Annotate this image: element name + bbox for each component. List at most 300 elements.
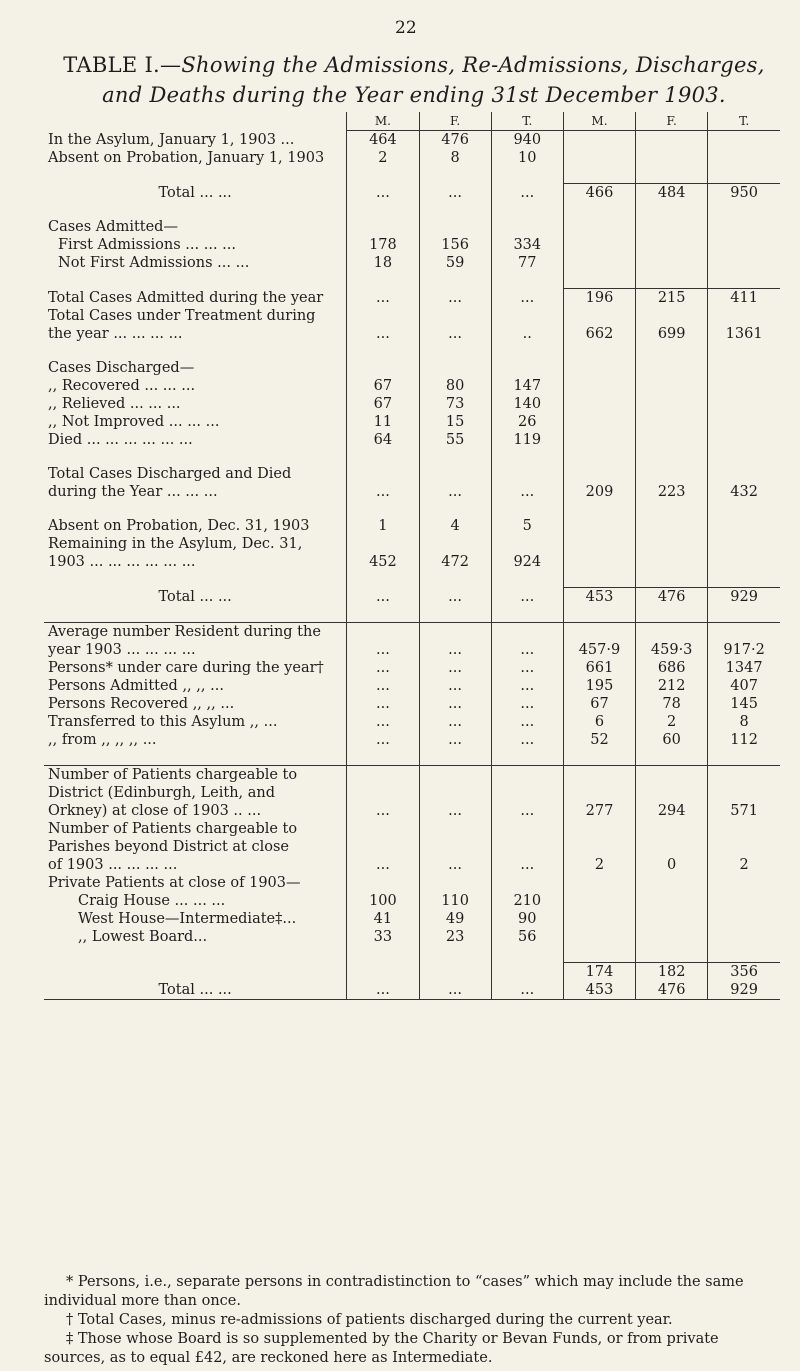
cell-value: 147 [491, 377, 563, 395]
cell-value [636, 236, 708, 254]
cell-value: 174 [563, 963, 635, 982]
row-label: ,, from ,, ,, ,, ... [48, 732, 157, 748]
cell-value: 699 [636, 325, 708, 343]
table-row [44, 289, 780, 308]
statistics-table [44, 112, 780, 1000]
cell-value [636, 254, 708, 272]
row-spacer [44, 946, 780, 963]
cell-value: ... [347, 981, 419, 1000]
cell-value [708, 395, 780, 413]
cell-value [708, 535, 780, 553]
cell-value: 2 [347, 149, 419, 167]
row-spacer [44, 749, 780, 766]
row-label: Remaining in the Asylum, Dec. 31, [48, 536, 303, 552]
row-label: Private Patients at close of 1903— [48, 875, 301, 891]
cell-value: 5 [491, 517, 563, 535]
cell-value: 662 [563, 325, 635, 343]
cell-value [491, 465, 563, 483]
cell-value [563, 413, 635, 431]
cell-value [563, 874, 635, 892]
cell-value: 23 [419, 928, 491, 946]
cell-value [636, 395, 708, 413]
table-row [44, 963, 780, 982]
table-row [44, 254, 780, 272]
cell-value: ... [491, 713, 563, 731]
cell-value: 2 [708, 856, 780, 874]
cell-value [708, 838, 780, 856]
table-row [44, 856, 780, 874]
cell-value: 56 [491, 928, 563, 946]
cell-value [347, 766, 419, 785]
cell-value [419, 535, 491, 553]
cell-value [708, 431, 780, 449]
cell-value [636, 784, 708, 802]
cell-value: 661 [563, 659, 635, 677]
cell-value: 917·2 [708, 641, 780, 659]
cell-value: ... [347, 289, 419, 308]
cell-value [636, 359, 708, 377]
cell-value [636, 892, 708, 910]
table-row [44, 465, 780, 483]
header-f2: F. [636, 112, 708, 131]
row-label: Total ... ... [158, 185, 232, 201]
cell-value: ... [347, 483, 419, 501]
cell-value [636, 910, 708, 928]
row-label: First Admissions ... ... ... [58, 237, 236, 253]
cell-value: 8 [419, 149, 491, 167]
cell-value [636, 838, 708, 856]
cell-value: ... [491, 677, 563, 695]
cell-value [708, 131, 780, 150]
table-row [44, 395, 780, 413]
cell-value [491, 535, 563, 553]
table-row [44, 184, 780, 203]
cell-value: 294 [636, 802, 708, 820]
header-blank [44, 112, 347, 131]
row-label: Craig House ... ... ... [78, 893, 226, 909]
cell-value: 924 [491, 553, 563, 571]
cell-value: 49 [419, 910, 491, 928]
cell-value: 110 [419, 892, 491, 910]
cell-value: ... [347, 802, 419, 820]
cell-value [636, 623, 708, 642]
cell-value [491, 784, 563, 802]
cell-value: ... [491, 184, 563, 203]
table-row [44, 431, 780, 449]
row-label: Persons* under care during the year† [48, 660, 324, 676]
cell-value: 464 [347, 131, 419, 150]
table-row [44, 535, 780, 553]
cell-value [708, 623, 780, 642]
cell-value [419, 963, 491, 982]
cell-value: 459·3 [636, 641, 708, 659]
cell-value [419, 359, 491, 377]
cell-value: 11 [347, 413, 419, 431]
cell-value: ... [419, 731, 491, 749]
table-row [44, 874, 780, 892]
cell-value: 67 [563, 695, 635, 713]
cell-value [563, 254, 635, 272]
cell-value: 195 [563, 677, 635, 695]
row-label: ,, Recovered ... ... ... [48, 378, 196, 394]
cell-value: ... [491, 856, 563, 874]
cell-value: 466 [563, 184, 635, 203]
cell-value: 212 [636, 677, 708, 695]
cell-value: 0 [636, 856, 708, 874]
cell-value: 356 [708, 963, 780, 982]
cell-value [419, 623, 491, 642]
cell-value: ... [419, 856, 491, 874]
cell-value: 90 [491, 910, 563, 928]
row-label: Cases Admitted— [48, 219, 178, 235]
cell-value: 453 [563, 588, 635, 607]
table-row [44, 218, 780, 236]
cell-value [563, 395, 635, 413]
cell-value: ... [419, 184, 491, 203]
cell-value: 277 [563, 802, 635, 820]
header-t1: T. [491, 112, 563, 131]
table-row [44, 838, 780, 856]
cell-value: 484 [636, 184, 708, 203]
cell-value: 476 [636, 981, 708, 1000]
table-row [44, 325, 780, 343]
header-t2: T. [708, 112, 780, 131]
cell-value [708, 820, 780, 838]
cell-value: ... [419, 659, 491, 677]
cell-value [708, 149, 780, 167]
cell-value [708, 784, 780, 802]
cell-value: 476 [419, 131, 491, 150]
cell-value [708, 218, 780, 236]
row-label: West House—Intermediate‡... [78, 911, 297, 927]
cell-value [419, 766, 491, 785]
cell-value [636, 218, 708, 236]
cell-value: 196 [563, 289, 635, 308]
cell-value: 929 [708, 981, 780, 1000]
cell-value [491, 820, 563, 838]
cell-value: 457·9 [563, 641, 635, 659]
cell-value [563, 236, 635, 254]
cell-value: 334 [491, 236, 563, 254]
row-label: ,, Relieved ... ... ... [48, 396, 181, 412]
cell-value: ... [347, 677, 419, 695]
table-row [44, 131, 780, 150]
table-row [44, 149, 780, 167]
cell-value: 78 [636, 695, 708, 713]
row-label: Orkney) at close of 1903 .. ... [48, 803, 262, 819]
cell-value [636, 766, 708, 785]
table-row [44, 766, 780, 785]
cell-value [347, 359, 419, 377]
cell-value: 940 [491, 131, 563, 150]
cell-value [708, 307, 780, 325]
page-number: 22 [395, 18, 417, 38]
cell-value [563, 766, 635, 785]
row-label: Transferred to this Asylum ,, ... [48, 714, 278, 730]
footnotes [44, 1273, 784, 1368]
cell-value [636, 131, 708, 150]
row-spacer [44, 606, 780, 623]
cell-value: ... [419, 713, 491, 731]
cell-value [563, 910, 635, 928]
cell-value: 140 [491, 395, 563, 413]
cell-value [491, 307, 563, 325]
cell-value: 41 [347, 910, 419, 928]
cell-value: 73 [419, 395, 491, 413]
table-row [44, 377, 780, 395]
row-spacer [44, 272, 780, 289]
table-row [44, 659, 780, 677]
cell-value [491, 766, 563, 785]
cell-value [563, 359, 635, 377]
cell-value [563, 431, 635, 449]
cell-value: ... [419, 802, 491, 820]
cell-value [491, 963, 563, 982]
table-row [44, 820, 780, 838]
cell-value [347, 820, 419, 838]
row-label: year 1903 ... ... ... ... [48, 642, 196, 658]
cell-value [347, 963, 419, 982]
cell-value [563, 218, 635, 236]
cell-value [563, 553, 635, 571]
cell-value: ... [491, 981, 563, 1000]
row-label: of 1903 ... ... ... ... [48, 857, 178, 873]
cell-value: ... [491, 483, 563, 501]
row-spacer [44, 202, 780, 218]
cell-value [708, 892, 780, 910]
cell-value [708, 766, 780, 785]
cell-value: 64 [347, 431, 419, 449]
table-row [44, 981, 780, 1000]
row-label: ,, Not Improved ... ... ... [48, 414, 220, 430]
cell-value [563, 928, 635, 946]
cell-value: 432 [708, 483, 780, 501]
cell-value: 59 [419, 254, 491, 272]
cell-value [636, 874, 708, 892]
cell-value: 80 [419, 377, 491, 395]
table-row [44, 307, 780, 325]
cell-value [419, 838, 491, 856]
cell-value [708, 517, 780, 535]
cell-value: 2 [563, 856, 635, 874]
cell-value [636, 820, 708, 838]
cell-value: 8 [708, 713, 780, 731]
cell-value [563, 535, 635, 553]
table-row [44, 731, 780, 749]
footnote-total-cases: † Total Cases, minus re-admissions of patients discharged during the current year. [66, 1312, 673, 1328]
cell-value [708, 413, 780, 431]
cell-value [491, 623, 563, 642]
cell-value: 112 [708, 731, 780, 749]
cell-value [347, 874, 419, 892]
row-spacer [44, 343, 780, 359]
table-row [44, 910, 780, 928]
row-label: the year ... ... ... ... [48, 326, 183, 342]
table-row [44, 928, 780, 946]
cell-value [419, 874, 491, 892]
cell-value [347, 784, 419, 802]
row-label: District (Edinburgh, Leith, and [48, 785, 276, 801]
cell-value: 77 [491, 254, 563, 272]
cell-value [708, 465, 780, 483]
row-label: Persons Admitted ,, ,, ... [48, 678, 224, 694]
cell-value: 15 [419, 413, 491, 431]
cell-value: ... [347, 856, 419, 874]
cell-value: 10 [491, 149, 563, 167]
header-m2: M. [563, 112, 635, 131]
table-row [44, 677, 780, 695]
cell-value: 1 [347, 517, 419, 535]
header-row [44, 112, 780, 131]
cell-value: 453 [563, 981, 635, 1000]
footnote-persons: * Persons, i.e., separate persons in contradistinction to “cases” which may include the same individual more than once. [44, 1274, 744, 1309]
cell-value: 156 [419, 236, 491, 254]
cell-value: ... [491, 289, 563, 308]
row-label: Died ... ... ... ... ... ... [48, 432, 193, 448]
cell-value [347, 623, 419, 642]
cell-value [708, 359, 780, 377]
table-row [44, 517, 780, 535]
cell-value [636, 307, 708, 325]
row-label: Not First Admissions ... ... [58, 255, 250, 271]
cell-value [636, 517, 708, 535]
cell-value: 1361 [708, 325, 780, 343]
cell-value [419, 820, 491, 838]
cell-value: 2 [636, 713, 708, 731]
cell-value [347, 218, 419, 236]
cell-value [563, 820, 635, 838]
row-label: Average number Resident during the [48, 624, 321, 640]
table-title [44, 50, 784, 110]
row-label: Number of Patients chargeable to [48, 821, 298, 837]
cell-value [563, 623, 635, 642]
table-row [44, 236, 780, 254]
cell-value: 182 [636, 963, 708, 982]
cell-value: ... [419, 289, 491, 308]
table-row [44, 802, 780, 820]
cell-value [347, 535, 419, 553]
cell-value: 411 [708, 289, 780, 308]
cell-value: ... [347, 641, 419, 659]
cell-value [563, 465, 635, 483]
cell-value: ... [347, 695, 419, 713]
table-row [44, 359, 780, 377]
cell-value: 472 [419, 553, 491, 571]
cell-value: 407 [708, 677, 780, 695]
cell-value [347, 838, 419, 856]
cell-value: 215 [636, 289, 708, 308]
cell-value: ... [347, 588, 419, 607]
table-row [44, 784, 780, 802]
table-row [44, 641, 780, 659]
cell-value: ... [419, 641, 491, 659]
table-row [44, 623, 780, 642]
cell-value: 476 [636, 588, 708, 607]
table-row [44, 713, 780, 731]
row-spacer [44, 449, 780, 465]
row-spacer [44, 501, 780, 517]
cell-value [491, 218, 563, 236]
cell-value [563, 838, 635, 856]
cell-value [563, 784, 635, 802]
cell-value [491, 359, 563, 377]
row-label: Total Cases under Treatment during [48, 308, 316, 324]
cell-value [708, 377, 780, 395]
cell-value: ... [347, 713, 419, 731]
cell-value [636, 377, 708, 395]
row-label: ,, Lowest Board... [78, 929, 208, 945]
header-f1: F. [419, 112, 491, 131]
cell-value [419, 218, 491, 236]
cell-value [419, 784, 491, 802]
cell-value: 209 [563, 483, 635, 501]
cell-value: 52 [563, 731, 635, 749]
cell-value: ... [347, 659, 419, 677]
row-label [44, 963, 347, 982]
row-spacer [44, 167, 780, 184]
table-row [44, 553, 780, 571]
cell-value: 33 [347, 928, 419, 946]
cell-value: 26 [491, 413, 563, 431]
row-label: Total ... ... [158, 589, 232, 605]
row-label: Total ... ... [44, 981, 347, 1000]
row-label: 1903 ... ... ... ... ... ... [48, 554, 196, 570]
row-label: In the Asylum, January 1, 1903 ... [48, 132, 295, 148]
cell-value [708, 553, 780, 571]
cell-value: 67 [347, 395, 419, 413]
cell-value [636, 535, 708, 553]
cell-value [708, 874, 780, 892]
cell-value: ... [347, 731, 419, 749]
table-row [44, 695, 780, 713]
table-row [44, 588, 780, 607]
cell-value: ... [491, 588, 563, 607]
cell-value [563, 149, 635, 167]
cell-value: ... [347, 184, 419, 203]
cell-value [491, 874, 563, 892]
cell-value [563, 307, 635, 325]
row-label: Total Cases Discharged and Died [48, 466, 292, 482]
cell-value: ... [347, 325, 419, 343]
row-spacer [44, 571, 780, 588]
cell-value [708, 910, 780, 928]
cell-value [419, 465, 491, 483]
table-row [44, 413, 780, 431]
cell-value: ... [491, 695, 563, 713]
cell-value [563, 377, 635, 395]
cell-value [347, 465, 419, 483]
cell-value: 210 [491, 892, 563, 910]
row-label: Cases Discharged— [48, 360, 195, 376]
row-label: during the Year ... ... ... [48, 484, 218, 500]
row-label: Absent on Probation, January 1, 1903 [48, 150, 325, 166]
cell-value: ... [419, 981, 491, 1000]
cell-value: ... [491, 641, 563, 659]
cell-value: ... [491, 659, 563, 677]
cell-value: 452 [347, 553, 419, 571]
cell-value: 100 [347, 892, 419, 910]
cell-value: ... [491, 802, 563, 820]
cell-value: 929 [708, 588, 780, 607]
cell-value: 178 [347, 236, 419, 254]
cell-value [563, 131, 635, 150]
cell-value: ... [419, 677, 491, 695]
cell-value: 950 [708, 184, 780, 203]
table-row [44, 892, 780, 910]
cell-value [636, 553, 708, 571]
cell-value: ... [491, 731, 563, 749]
cell-value [563, 892, 635, 910]
